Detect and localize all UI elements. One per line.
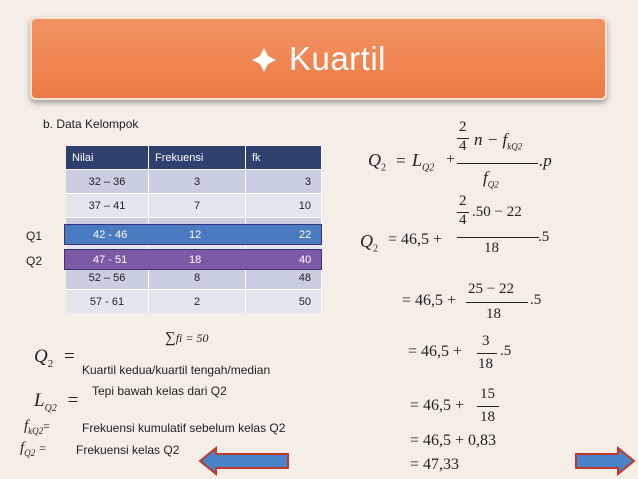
sum-frequency: ∑fi = 50 (165, 330, 209, 346)
cell-nilai: 37 – 41 (66, 194, 149, 218)
cell-nilai: 32 – 36 (66, 170, 149, 194)
cell-fk: 10 (246, 194, 322, 218)
subtitle: b. Data Kelompok (43, 117, 139, 131)
cell-nilai: 57 - 61 (66, 290, 149, 314)
left-arrow-icon[interactable] (198, 446, 292, 476)
row-label-q2: Q2 (26, 254, 43, 268)
cell-frekuensi: 18 (189, 253, 202, 266)
cell-frekuensi: 2 (149, 290, 246, 314)
def-text-lq2: Tepi bawah kelas dari Q2 (92, 384, 227, 398)
row-label-q1: Q1 (26, 229, 43, 243)
def-symbol-fkq2: $f_{kQ2}=$ (24, 418, 50, 436)
cell-fk: 22 (299, 228, 312, 241)
col-header-nilai: Nilai (66, 146, 149, 170)
cell-nilai: 47 - 51 (93, 253, 128, 266)
def-symbol-q2: $Q_2$ = (34, 346, 75, 370)
cell-fk: 3 (246, 170, 322, 194)
col-header-frekuensi: Frekuensi (149, 146, 246, 170)
def-symbol-fq2: $f_{Q2}$ = (20, 440, 46, 458)
def-symbol-lq2: $L_{Q2}$ = (34, 390, 79, 414)
col-header-fk: fk (246, 146, 322, 170)
page-title: Kuartil (288, 39, 387, 77)
def-text-fq2: Frekuensi kelas Q2 (76, 443, 180, 457)
cell-nilai: 42 - 46 (93, 228, 128, 241)
formula-q2: $Q_2$ = $L_{Q2}$ + 2 4 $n - f_{kQ2}$ $f_{Q2}$ .p $Q_2$ = 46,5 + 2 4 .50 − 22 18 .5 = 46,5 + 25 − 22 18 .5 = 46,5 + 3 18 .5 = 46,5 + 15 18 = 46,5 + 0,83 = 47,33 (360, 119, 552, 473)
def-text-fkq2: Frekuensi kumulatif sebelum kelas Q2 (82, 421, 286, 435)
sigma-icon: ∑ (165, 330, 176, 346)
cell-frekuensi: 7 (149, 194, 246, 218)
cell-frekuensi: 3 (149, 170, 246, 194)
def-text-q2: Kuartil kedua/kuartil tengah/median (82, 363, 271, 377)
cell-frekuensi: 8 (149, 266, 246, 290)
cell-fk: 48 (246, 266, 322, 290)
right-arrow-icon[interactable] (572, 446, 636, 476)
cell-nilai: 52 – 56 (66, 266, 149, 290)
cell-fk: 50 (246, 290, 322, 314)
cell-fk: 40 (299, 253, 312, 266)
cell-frekuensi: 12 (189, 228, 202, 241)
